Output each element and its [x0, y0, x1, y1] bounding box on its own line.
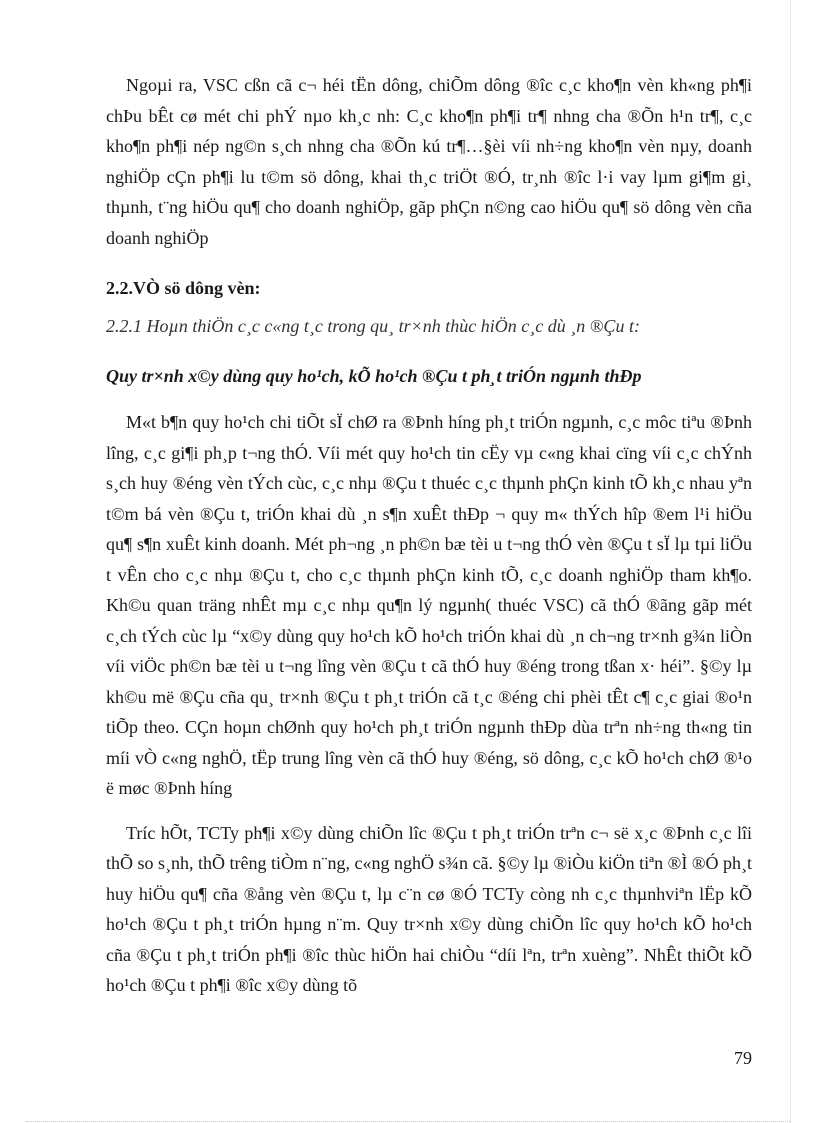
- paragraph-detailed-plan: M«t b¶n quy ho¹ch chi tiÕt sÏ chØ ra ®Þnh híng ph¸t triÓn ngµnh, c¸c môc tiªu ®Þnh lîng, c¸c gi¶i ph¸p t¬ng thÓ. Víi mét quy ho¹ch tin cËy vµ c«ng khai cïng víi c¸c chÝnh s¸ch huy ®éng vèn tÝch cùc, c¸c nhµ ®Çu t thuéc c¸c thµnh phÇn kinh tÕ kh¸c nhau yªn t©m bá vèn ®Çu t, triÓn khai dù ¸n s¶n xuÊt thÐp ¬ quy m« thÝch hîp ®em l¹i hiÖu qu¶ s¶n xuÊt kinh doanh. Mét ph¬ng ¸n ph©n bæ tèi u t¬ng thÓ vèn ®Çu t sÏ lµ tµi liÖu t vÊn cho c¸c nhµ ®Çu t, cho c¸c thµnh phÇn kinh tÕ, c¸c doanh nghiÖp tham kh¶o. Kh©u quan träng nhÊt mµ c¸c nhµ qu¶n lý ngµnh( thuéc VSC) cã thÓ ®ãng gãp mét c¸ch tÝch cùc lµ “x©y dùng quy ho¹ch kÕ ho¹ch triÓn khai dù ¸n ch¬ng tr×nh g¾n liÒn víi viÖc ph©n bæ tèi u t¬ng lîng vèn ®Çu t cã thÓ huy ®éng trong tßan x· héi”. §©y lµ kh©u më ®Çu cña qu¸ tr×nh ®Çu t ph¸t triÓn cã t¸c ®éng chi phèi tÊt c¶ c¸c giai ®o¹n tiÕp theo. CÇn hoµn chØnh quy ho¹ch ph¸t triÓn ngµnh thÐp dùa trªn nh÷ng th«ng tin míi vÒ c«ng nghÖ, tËp trung lîng vèn cã thÓ huy ®éng, sö dông, c¸c kÕ ho¹ch chØ ®¹o ë møc ®Þnh híng: [106, 412, 752, 798]
- topic-heading-planning-process: Quy tr×nh x©y dùng quy ho¹ch, kÕ ho¹ch ®Çu t ph¸t triÓn ngµnh thÐp: [106, 366, 642, 386]
- section-heading-capital-use: 2.2.VÒ sö dông vèn:: [106, 278, 261, 298]
- page-number: 79: [734, 1048, 752, 1068]
- subsection-heading-project-work: 2.2.1 Hoµn thiÖn c¸c c«ng t¸c trong qu¸ tr×nh thùc hiÖn c¸c dù ¸n ®Çu t:: [106, 316, 640, 336]
- right-dotted-rule: [790, 0, 791, 1123]
- page-content: [106, 70, 752, 1001]
- paragraph-capital-occupation: Ngoµi ra, VSC cßn cã c¬ héi tËn dông, chiÕm dông ®îc c¸c kho¶n vèn kh«ng ph¶i chÞu bÊt cø mét chi phÝ nµo kh¸c nh: C¸c kho¶n ph¶i tr¶ nhng cha ®Õn h¹n tr¶, c¸c kho¶n ph¶i nép ng©n s¸ch nhng cha ®Õn kú tr¶…§èi víi nh÷ng kho¶n vèn nµy, doanh nghiÖp cÇn ph¶i lu t©m sö dông, khai th¸c triÖt ®Ó, tr¸nh ®îc l·i vay lµm gi¶m gi¸ thµnh, t¨ng hiÖu qu¶ cho doanh nghiÖp, gãp phÇn n©ng cao hiÖu qu¶ sö dông vèn cña doanh nghiÖp: [106, 75, 752, 248]
- footer-dotted-rule: [26, 1121, 790, 1122]
- paragraph-investment-strategy: Tríc hÕt, TCTy ph¶i x©y dùng chiÕn lîc ®Çu t ph¸t triÓn trªn c¬ së x¸c ®Þnh c¸c lîi thÕ so s¸nh, thÕ trêng tiÒm n¨ng, c«ng nghÖ s¾n cã. §©y lµ ®iÒu kiÖn tiªn ®Ì ®Ó ph¸t huy hiÖu qu¶ cña ®ång vèn ®Çu t, lµ c¨n cø ®Ó TCTy còng nh c¸c thµnhviªn lËp kÕ ho¹ch ®Çu t ph¸t triÓn hµng n¨m. Quy tr×nh x©y dùng chiÕn lîc quy ho¹ch kÕ ho¹ch cña ®Çu t ph¸t triÓn ph¶i ®îc thùc hiÖn hai chiÒu “díi lªn, trªn xuèng”. NhÊt thiÕt kÕ ho¹ch ®Çu t ph¶i ®îc x©y dùng tõ: [106, 822, 752, 995]
